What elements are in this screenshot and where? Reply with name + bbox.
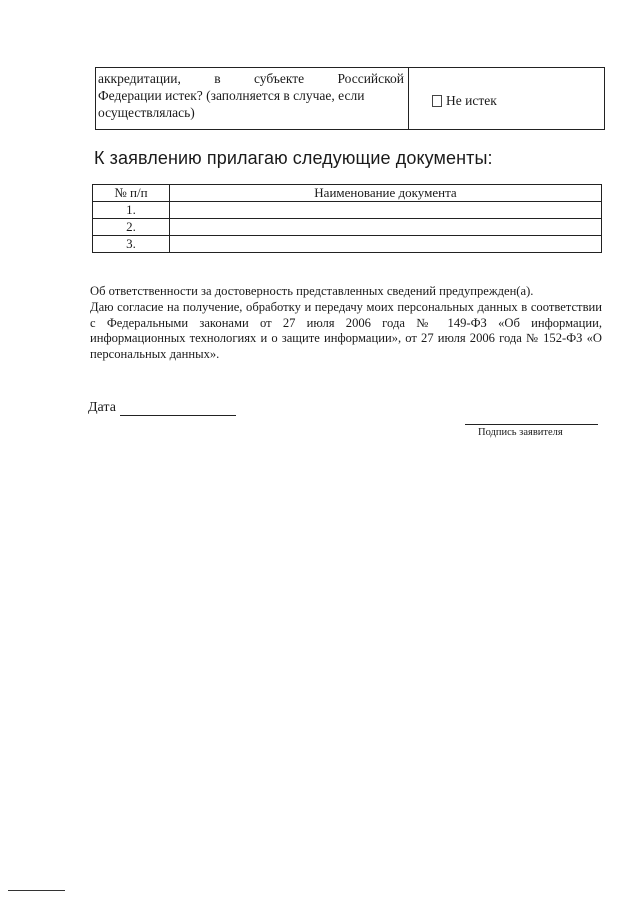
- column-header-number: № п/п: [93, 185, 170, 202]
- table-row: [93, 236, 602, 253]
- document-name-cell[interactable]: [170, 219, 602, 236]
- documents-table: [92, 184, 602, 253]
- question-line-3: осуществлялась): [98, 105, 195, 120]
- row-number: 2.: [93, 219, 170, 236]
- not-expired-option[interactable]: [432, 93, 497, 109]
- table-row: [93, 219, 602, 236]
- table-divider: [408, 68, 409, 129]
- document-name-cell[interactable]: [170, 202, 602, 219]
- question-word: субъекте: [253, 71, 305, 86]
- table-header-row: [93, 185, 602, 202]
- question-line-2: Федерации истек? (заполняется в случае, если: [98, 88, 365, 103]
- document-name-cell[interactable]: [170, 236, 602, 253]
- responsibility-statement: Об ответственности за достоверность представленных сведений предупрежден(а).: [90, 284, 534, 298]
- question-word: аккредитации,: [98, 71, 181, 86]
- signature-label: Подпись заявителя: [478, 427, 563, 438]
- date-label: Дата: [88, 400, 116, 415]
- not-expired-label: Не истек: [446, 93, 497, 108]
- question-line-1: [98, 70, 404, 87]
- table-row: [93, 202, 602, 219]
- question-word: Российской: [337, 71, 404, 86]
- footer-line: [8, 890, 65, 891]
- date-field-line[interactable]: [120, 415, 236, 416]
- row-number: 1.: [93, 202, 170, 219]
- checkbox-icon[interactable]: [432, 95, 442, 107]
- attachments-heading: К заявлению прилагаю следующие документы:: [94, 148, 493, 168]
- accreditation-question: [98, 70, 404, 121]
- consent-statement: Даю согласие на получение, обработку и передачу моих персональных данных в соответствии с Федеральными законами от 27 июля 2006 года № 149-ФЗ «Об информации, информационных технологиях и о защите информации», от 27 июля 2006 года № 152-ФЗ «О персональных данных».: [90, 300, 602, 361]
- column-header-document-name: Наименование документа: [170, 185, 602, 202]
- accreditation-question-table: [95, 67, 605, 130]
- row-number: 3.: [93, 236, 170, 253]
- signature-line[interactable]: [465, 424, 598, 425]
- question-word: в: [214, 71, 221, 86]
